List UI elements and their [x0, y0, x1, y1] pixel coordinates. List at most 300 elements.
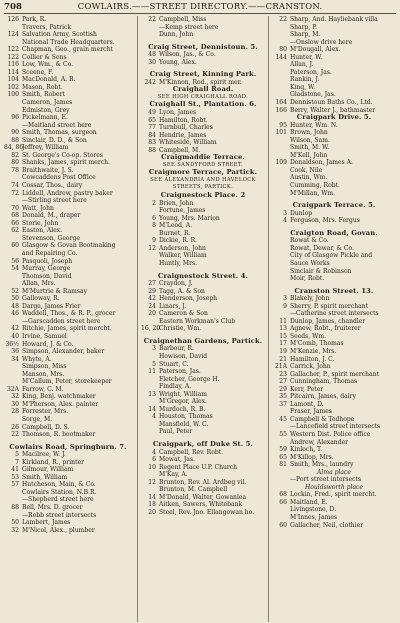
directory-entry [272, 363, 396, 371]
house-number: 5 [15, 451, 19, 459]
resident-name: M'Kinnon, Rod., spirit mer. [159, 78, 242, 86]
directory-entry [141, 200, 265, 208]
directory-entry: Edmiston, Grey [22, 106, 70, 114]
directory-entry: Smith, M. W. [290, 144, 330, 152]
directory-entry [272, 356, 396, 364]
house-number: 11 [279, 317, 287, 325]
house-number: 95 [279, 121, 287, 129]
directory-entry: Allan, Mrs. [22, 280, 56, 288]
street-heading: Craigpark Drive. 5. [296, 114, 372, 122]
cross-reference: STREETS, PARTICK. [172, 184, 234, 191]
directory-entry: Stevenson, George [22, 234, 80, 242]
directory-entry [272, 333, 396, 341]
directory-entry [4, 205, 132, 213]
house-number: 4 [152, 413, 156, 421]
directory-entry: Paul, Peter [159, 428, 193, 436]
directory-entry [141, 494, 265, 502]
resident-name: Glasgow & Govan Bootmaking [22, 242, 116, 250]
directory-entry [4, 159, 132, 167]
resident-name: Lambert, James [22, 519, 71, 527]
house-number: 32A [6, 385, 19, 393]
house-number: 74 [11, 182, 19, 190]
resident-name: Blakely, John [290, 295, 330, 303]
resident-name: Cossar, Thos., dairy [22, 182, 83, 190]
resident-name: Campbell & Tedhope [290, 415, 355, 423]
resident-name: Chapman, Geo., grain mercht [22, 46, 113, 54]
house-number: 20 [148, 508, 156, 516]
directory-entry: Andrew, Alexander [290, 438, 349, 446]
house-number: 35 [279, 393, 287, 401]
resident-name: Smith, William [22, 473, 68, 481]
house-number: 83 [148, 139, 156, 147]
house-number: 102 [7, 83, 19, 91]
street-heading: Craighall St., Plantation. 6. [149, 101, 257, 109]
resident-name: Gilmour, William [22, 466, 74, 474]
street-heading: Craigmore Terrace, Partick. [148, 169, 258, 177]
house-number: 30 [11, 400, 19, 408]
house-number: 3 [283, 209, 287, 217]
house-number: 66 [279, 498, 287, 506]
house-number: 13 [148, 390, 156, 398]
directory-entry: —Port street intersects [290, 476, 362, 484]
running-title: COWLAIRS.——STREET DIRECTORY.——CRANSTON. [77, 2, 323, 12]
directory-entry [141, 16, 265, 24]
resident-name: Steel, Rev. Jno. Ellangowan ho. [159, 508, 255, 516]
house-number: 26 [11, 423, 19, 431]
directory-entry: M'Callum, Peter, storekeeper [22, 378, 112, 386]
house-number: 53 [11, 473, 19, 481]
resident-name: Whiteside, William [159, 139, 217, 147]
resident-name: Dennistoun Baths Co., Ltd. [290, 99, 373, 107]
directory-entry [141, 325, 265, 333]
house-number: 78 [11, 166, 19, 174]
house-number: 65 [148, 116, 156, 124]
resident-name: Gallacher, P., spirit merchant [290, 370, 379, 378]
house-number: 54 [11, 265, 19, 273]
house-number: 41 [11, 466, 19, 474]
resident-name: Barbour, R. [159, 345, 194, 353]
directory-entry [4, 84, 132, 92]
directory-entry: Simpson, Miss [22, 363, 67, 371]
resident-name: Whyte, A. [22, 355, 52, 363]
directory-entry: Howison, David [159, 352, 208, 360]
house-number: 21 [279, 355, 287, 363]
resident-name: M'Pherson, Alex. painter [22, 400, 99, 408]
house-number: 11 [148, 368, 156, 376]
directory-entry [141, 117, 265, 125]
directory-entry [272, 16, 396, 24]
resident-name: Hendrie, James [159, 131, 207, 139]
house-number: 42 [11, 325, 19, 333]
directory-entry [141, 479, 265, 487]
house-number: 104 [7, 76, 19, 84]
house-number: 20 [148, 310, 156, 318]
resident-name: Campbell, Rev. Robt. [159, 448, 224, 456]
directory-entry: Paterson, Jas. [290, 68, 332, 76]
house-number: 18 [148, 501, 156, 509]
house-number: 22 [148, 16, 156, 23]
house-number: 22 [11, 431, 19, 439]
resident-name: Smith, Robert [22, 91, 65, 99]
house-number: 10 [148, 463, 156, 471]
house-number: 80 [11, 159, 19, 167]
house-number: 46 [11, 310, 19, 318]
directory-entry [4, 424, 132, 432]
directory-entry: —Maitland street here [22, 121, 92, 129]
house-number: 68 [279, 491, 287, 499]
directory-entry [141, 413, 265, 421]
resident-name: Mowat, Jas. [159, 456, 195, 464]
directory-entry [141, 222, 265, 230]
cross-reference: SEE ALEXANDRIA AND HAVELOCK [150, 176, 256, 183]
page-header [4, 1, 396, 13]
directory-entry: Travers, Patrick [22, 23, 72, 31]
house-number: 57 [11, 481, 19, 489]
directory-entry [272, 416, 396, 424]
resident-name: Liddell, Andrew, pastry baker [22, 189, 113, 197]
house-number: 40 [11, 332, 19, 340]
resident-name: Paterson, Jas. [159, 368, 201, 376]
resident-name: Linars, J. [159, 302, 187, 310]
street-heading: Craig Street, Kinning Park. [149, 71, 257, 79]
resident-name: Henderson, Joseph [159, 295, 218, 303]
resident-name: Lamont, D. [290, 400, 324, 408]
resident-name: Hamilton, Robt. [159, 116, 208, 124]
directory-entry [141, 509, 265, 517]
directory-entry [4, 451, 132, 459]
house-number: 59 [279, 446, 287, 454]
directory-entry: National Trade Headquarters. [22, 38, 115, 46]
house-number: 52 [11, 287, 19, 295]
resident-name: Campbell, M. [159, 146, 201, 154]
resident-name: Pickelmann, E. [22, 114, 68, 122]
directory-entry [272, 159, 396, 167]
resident-name: Kinloch, T. [290, 446, 323, 454]
house-number: 122 [7, 46, 19, 54]
directory-entry: Brunton, M. Campbell [159, 486, 228, 494]
directory-entry [272, 107, 396, 115]
directory-entry: King, W. [290, 83, 316, 91]
resident-name: Ritchie, James, spirit mercht. [22, 325, 112, 333]
directory-entry: M'Kay, A. [159, 471, 188, 479]
directory-entry: Thomson, David [22, 272, 72, 280]
directory-entry [4, 348, 132, 356]
directory-entry [141, 147, 265, 155]
directory-entry [4, 481, 132, 489]
house-number: 109 [275, 159, 287, 167]
resident-name: Sherry, P. spirit merchant [290, 302, 369, 310]
resident-name: Braithwaite, J. S. [22, 166, 74, 174]
resident-name: Dunlop [290, 209, 313, 217]
directory-entry [141, 139, 265, 147]
resident-name: Lyon, James [159, 109, 197, 117]
directory-entry [4, 519, 132, 527]
directory-entry [4, 167, 132, 175]
resident-name: M'Nicol, Alex., plumber [22, 526, 95, 534]
resident-name: Seeds, Wm. [290, 332, 326, 340]
house-number: 60 [279, 521, 287, 529]
resident-name: Watt, John [22, 204, 54, 212]
resident-name: Kirkland, R., printer [22, 458, 84, 466]
directory-entry: Cumming, Robt. [290, 182, 340, 190]
directory-entry [4, 341, 132, 349]
directory-entry [4, 129, 132, 137]
resident-name: Ferguson, Mrs. Fergus [290, 217, 360, 225]
street-heading: Craigpark Terrace. 5. [292, 202, 376, 210]
resident-name: MacDonald, A. B. [22, 76, 76, 84]
resident-name: Pitcairn, James, dairy [290, 393, 356, 401]
house-number: 50 [11, 519, 19, 527]
house-number: 72 [11, 189, 19, 197]
directory-entry [141, 288, 265, 296]
directory-entry: Livingstone, D. [290, 506, 337, 514]
directory-entry [141, 215, 265, 223]
directory-entry [4, 310, 132, 318]
directory-entry [272, 393, 396, 401]
directory-entry [4, 220, 132, 228]
directory-entry [4, 91, 132, 99]
house-number: 37 [279, 400, 287, 408]
directory-entry: Moir, Robt. [290, 275, 325, 283]
resident-name: Mason, Robt. [22, 83, 63, 91]
resident-name: Brunton, Rev. Al. Ardbeg vil. [159, 478, 247, 486]
header-rule [4, 13, 396, 14]
resident-name: Hutcheson, Main, & Co. [22, 481, 96, 489]
resident-name: Hamilton, J. C. [290, 355, 335, 363]
directory-entry: —Onslow drive here [290, 38, 353, 46]
directory-entry: Sorge, M. [22, 415, 53, 423]
house-number: 96 [11, 114, 19, 122]
directory-entry [272, 491, 396, 499]
resident-name: Dunlop, James, chandler [290, 317, 366, 325]
directory-entry: Cook, Nile [290, 166, 323, 174]
house-number: 36½ [5, 340, 19, 348]
directory-entry: M'Gregor, Alex. [159, 398, 207, 406]
directory-entry [141, 124, 265, 132]
resident-name: Simpson, Alexander, baker [22, 348, 105, 356]
directory-entry [141, 109, 265, 117]
directory-entry: Cowcaddens Post Office [22, 174, 96, 182]
directory-entry [4, 54, 132, 62]
resident-name: Farrow, C. M. [22, 385, 64, 393]
house-number: 9 [283, 302, 287, 310]
resident-name: Wilson, Jas., & Co. [159, 51, 216, 59]
resident-name: Young, Mrs. Marion [159, 214, 220, 222]
house-number: 49 [148, 109, 156, 117]
street-heading: Craigton Road, Govan. [290, 229, 378, 237]
street-heading: Cowlairs Road, Springburn. 7. [9, 443, 127, 451]
directory-entry [272, 122, 396, 130]
house-number: 7 [15, 458, 19, 466]
directory-entry: Sharp, P. [290, 23, 318, 31]
directory-entry [141, 456, 265, 464]
directory-entry [4, 182, 132, 190]
street-heading: Craigpark, off Duke St. 5. [152, 440, 254, 448]
house-number: 144 [275, 53, 287, 61]
resident-name: Christie, Wm. [159, 325, 202, 333]
directory-entry: Walker, William [159, 252, 207, 260]
directory-entry [4, 288, 132, 296]
house-number: 62 [11, 227, 19, 235]
house-number: 30 [148, 58, 156, 66]
directory-entry [141, 310, 265, 318]
resident-name: Wright, William [159, 390, 207, 398]
directory-entry [141, 59, 265, 67]
resident-name: King, Benj. watchmaker [22, 393, 96, 401]
directory-entry [4, 190, 132, 198]
resident-name: Murdoch, R. B. [159, 405, 206, 413]
house-number: 13 [279, 325, 287, 333]
directory-entry [141, 280, 265, 288]
resident-name: Storie, John [22, 219, 59, 227]
resident-name: Cameron & Son [159, 310, 208, 318]
directory-entry [141, 406, 265, 414]
directory-entry [272, 401, 396, 409]
house-number: 164 [275, 99, 287, 107]
street-heading: Craignethan Gardens, Partick. [143, 337, 263, 345]
directory-entry: Sharp, M. [290, 31, 321, 39]
resident-name: Dickie, R. R. [159, 237, 198, 245]
resident-name: Thomson, R. bootmaker [22, 431, 96, 439]
house-number: 66 [11, 219, 19, 227]
street-heading: Cranston Street. 13. [294, 287, 374, 295]
directory-entry [4, 466, 132, 474]
resident-name: Regent Place U.P. Church [159, 463, 238, 471]
directory-entry: Fletcher, George H. [159, 375, 220, 383]
directory-entry [4, 401, 132, 409]
house-number: 42 [148, 295, 156, 303]
directory-entry: Burnet, R. [159, 229, 191, 237]
house-number: 70 [11, 204, 19, 212]
house-number: 19 [279, 347, 287, 355]
directory-entry: —Stirling street here [22, 197, 87, 205]
directory-entry [272, 522, 396, 530]
house-number: 16, 20 [141, 325, 161, 333]
directory-entry [272, 318, 396, 326]
resident-name: Stuart, C. [159, 360, 189, 368]
resident-name: Darge, James Frier [22, 302, 81, 310]
resident-name: Craydon, J. [159, 280, 193, 288]
directory-entry [141, 237, 265, 245]
directory-entry: —Shepherd street here [22, 496, 94, 504]
directory-entry: Mansfield, W. C. [159, 420, 209, 428]
house-number: 90 [11, 129, 19, 137]
house-number: 116 [7, 61, 19, 69]
directory-entry: Fortune, James [159, 207, 206, 215]
house-number: 34 [11, 355, 19, 363]
directory-entry [272, 386, 396, 394]
house-number: 32 [11, 526, 19, 534]
directory-column-3 [268, 16, 396, 622]
directory-entry: Rowat, Dewar, & Co. [290, 244, 354, 252]
house-number: 14 [148, 493, 156, 501]
resident-name: Smith, Mrs., laundry [290, 461, 354, 469]
house-number: 166 [275, 106, 287, 114]
directory-entry [141, 245, 265, 253]
resident-name: Donaldson, James A. [290, 159, 353, 167]
house-number: 48 [148, 51, 156, 59]
directory-entry: Eastern Workman's Club [159, 317, 236, 325]
directory-entry [4, 16, 132, 24]
resident-name: M'Murtrie & Ramsay [22, 287, 88, 295]
resident-name: Houston, Thomas [159, 413, 213, 421]
directory-entry: Sinclair & Robinson [290, 267, 352, 275]
directory-entry [4, 152, 132, 160]
resident-name: Sinclair, D. D., & Son [22, 136, 87, 144]
house-number: 45 [279, 415, 287, 423]
house-number: 28 [11, 408, 19, 416]
house-number: 68 [11, 212, 19, 220]
directory-entry [4, 386, 132, 394]
directory-entry: —Kemp street here [159, 23, 219, 31]
directory-entry [272, 371, 396, 379]
house-number: 17 [279, 340, 287, 348]
house-number: 32 [11, 393, 19, 401]
house-number: 5 [152, 360, 156, 368]
directory-entry: Cameron, James [22, 99, 73, 107]
directory-entry [4, 408, 132, 416]
house-number: 77 [148, 124, 156, 132]
resident-name: Berry, Walter J., bathmaster [290, 106, 376, 114]
house-number: 48 [11, 302, 19, 310]
directory-entry [4, 69, 132, 77]
directory-entry [4, 31, 132, 39]
directory-entry [272, 46, 396, 54]
directory-entry: —Lancefield street intersects [290, 423, 381, 431]
directory-entry [141, 464, 265, 472]
resident-name: Turnbull, Charles [159, 124, 213, 132]
directory-entry [272, 378, 396, 386]
house-number: 124 [7, 31, 19, 39]
resident-name: Pasquoli, Joseph [22, 257, 73, 265]
directory-entry [272, 129, 396, 137]
resident-name: Cunningham, Thomas [290, 378, 358, 386]
directory-entry [4, 212, 132, 220]
directory-entry [141, 368, 265, 376]
house-number: 88 [11, 504, 19, 511]
resident-name: Park, R. [22, 16, 47, 23]
directory-entry [141, 132, 265, 140]
house-number: 100 [7, 91, 19, 99]
resident-name: Forrester, Mrs. [22, 408, 69, 416]
resident-name: Smith, Thomas, surgeon [22, 129, 97, 137]
resident-name: Hunter, W. [290, 53, 323, 61]
directory-entry [272, 446, 396, 454]
directory-entry [272, 217, 396, 225]
resident-name: Bell, Mrs. D. grocer [22, 504, 83, 511]
directory-entry [272, 295, 396, 303]
directory-entry [272, 499, 396, 507]
directory-entry [272, 210, 396, 218]
resident-name: Donald, M., draper [22, 212, 81, 220]
directory-entry [4, 46, 132, 54]
directory-entry [141, 361, 265, 369]
house-number: 82 [11, 151, 19, 159]
resident-name: Jeffrey, William [22, 144, 69, 152]
directory-entry: Wilson, Sam. [290, 136, 330, 144]
house-number: 56 [11, 257, 19, 265]
place-name: Houldsworth place [304, 483, 364, 491]
resident-name: Maitland, E. [290, 498, 328, 506]
resident-name: Sceene, F. [22, 68, 54, 76]
house-number: 242 [144, 78, 156, 86]
house-number: 4 [152, 448, 156, 456]
resident-name: Salvation Army, Scottish [22, 31, 97, 39]
directory-entry [4, 114, 132, 122]
directory-entry [4, 474, 132, 482]
resident-name: Galloway, R. [22, 295, 60, 303]
resident-name: Low, Wm., & Co. [22, 61, 74, 69]
